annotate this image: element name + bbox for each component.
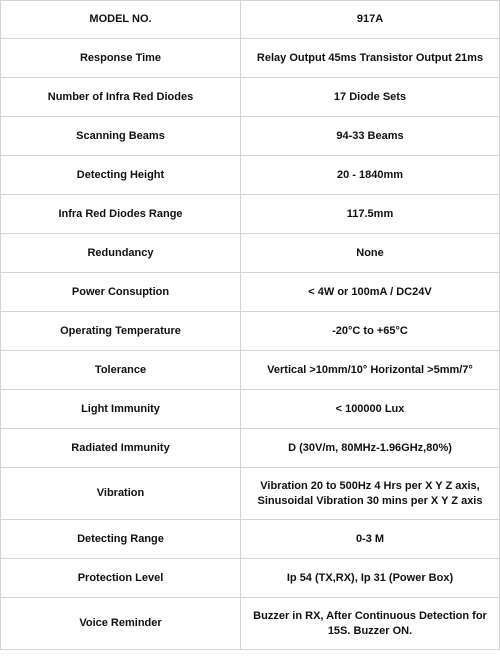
row-value bbox=[241, 598, 500, 650]
row-label: Light Immunity bbox=[1, 390, 241, 429]
table-row-operating-temperature bbox=[1, 312, 500, 351]
table-row-voice-reminder bbox=[1, 598, 500, 650]
row-value: Vertical >10mm/10° Horizontal >5mm/7° bbox=[241, 351, 500, 390]
row-label: Detecting Range bbox=[1, 520, 241, 559]
row-label: Operating Temperature bbox=[1, 312, 241, 351]
table-row-detecting-height bbox=[1, 156, 500, 195]
row-label: Detecting Height bbox=[1, 156, 241, 195]
row-value: D (30V/m, 80MHz-1.96GHz,80%) bbox=[241, 429, 500, 468]
table-row-scanning-beams bbox=[1, 117, 500, 156]
table-row-protection-level bbox=[1, 559, 500, 598]
row-label: Infra Red Diodes Range bbox=[1, 195, 241, 234]
row-value: Ip 54 (TX,RX), Ip 31 (Power Box) bbox=[241, 559, 500, 598]
row-label: Power Consuption bbox=[1, 273, 241, 312]
table-row-power-consumption bbox=[1, 273, 500, 312]
row-label: Radiated Immunity bbox=[1, 429, 241, 468]
table-row-detecting-range bbox=[1, 520, 500, 559]
row-value: 20 - 1840mm bbox=[241, 156, 500, 195]
value-line: Sinusoidal Vibration 30 mins per X Y Z axis bbox=[257, 494, 483, 507]
table-row-vibration bbox=[1, 468, 500, 520]
row-value: 117.5mm bbox=[241, 195, 500, 234]
row-value: 17 Diode Sets bbox=[241, 78, 500, 117]
row-label: Number of Infra Red Diodes bbox=[1, 78, 241, 117]
row-value: 0-3 M bbox=[241, 520, 500, 559]
value-line: Vibration 20 to 500Hz 4 Hrs per X Y Z axis, bbox=[260, 479, 480, 492]
row-value: Relay Output 45ms Transistor Output 21ms bbox=[241, 39, 500, 78]
value-line: 15S. Buzzer ON. bbox=[327, 624, 413, 637]
table-row-model-no bbox=[1, 1, 500, 39]
row-value: < 100000 Lux bbox=[241, 390, 500, 429]
row-label: Voice Reminder bbox=[1, 598, 241, 650]
row-label: Vibration bbox=[1, 468, 241, 520]
value-line: Buzzer in RX, After Continuous Detection for bbox=[253, 609, 487, 622]
row-label: Redundancy bbox=[1, 234, 241, 273]
row-label: MODEL NO. bbox=[1, 1, 241, 39]
table-row-redundancy bbox=[1, 234, 500, 273]
row-value: < 4W or 100mA / DC24V bbox=[241, 273, 500, 312]
table-row-response-time bbox=[1, 39, 500, 78]
row-label: Protection Level bbox=[1, 559, 241, 598]
row-value: None bbox=[241, 234, 500, 273]
row-value: 94-33 Beams bbox=[241, 117, 500, 156]
row-value: 917A bbox=[241, 1, 500, 39]
row-label: Tolerance bbox=[1, 351, 241, 390]
table-row-radiated-immunity bbox=[1, 429, 500, 468]
row-label: Response Time bbox=[1, 39, 241, 78]
table-row-tolerance bbox=[1, 351, 500, 390]
table-row-light-immunity bbox=[1, 390, 500, 429]
table-row-diodes-range bbox=[1, 195, 500, 234]
row-value: -20°C to +65°C bbox=[241, 312, 500, 351]
row-value bbox=[241, 468, 500, 520]
table-row-infra-red-diodes bbox=[1, 78, 500, 117]
row-label: Scanning Beams bbox=[1, 117, 241, 156]
